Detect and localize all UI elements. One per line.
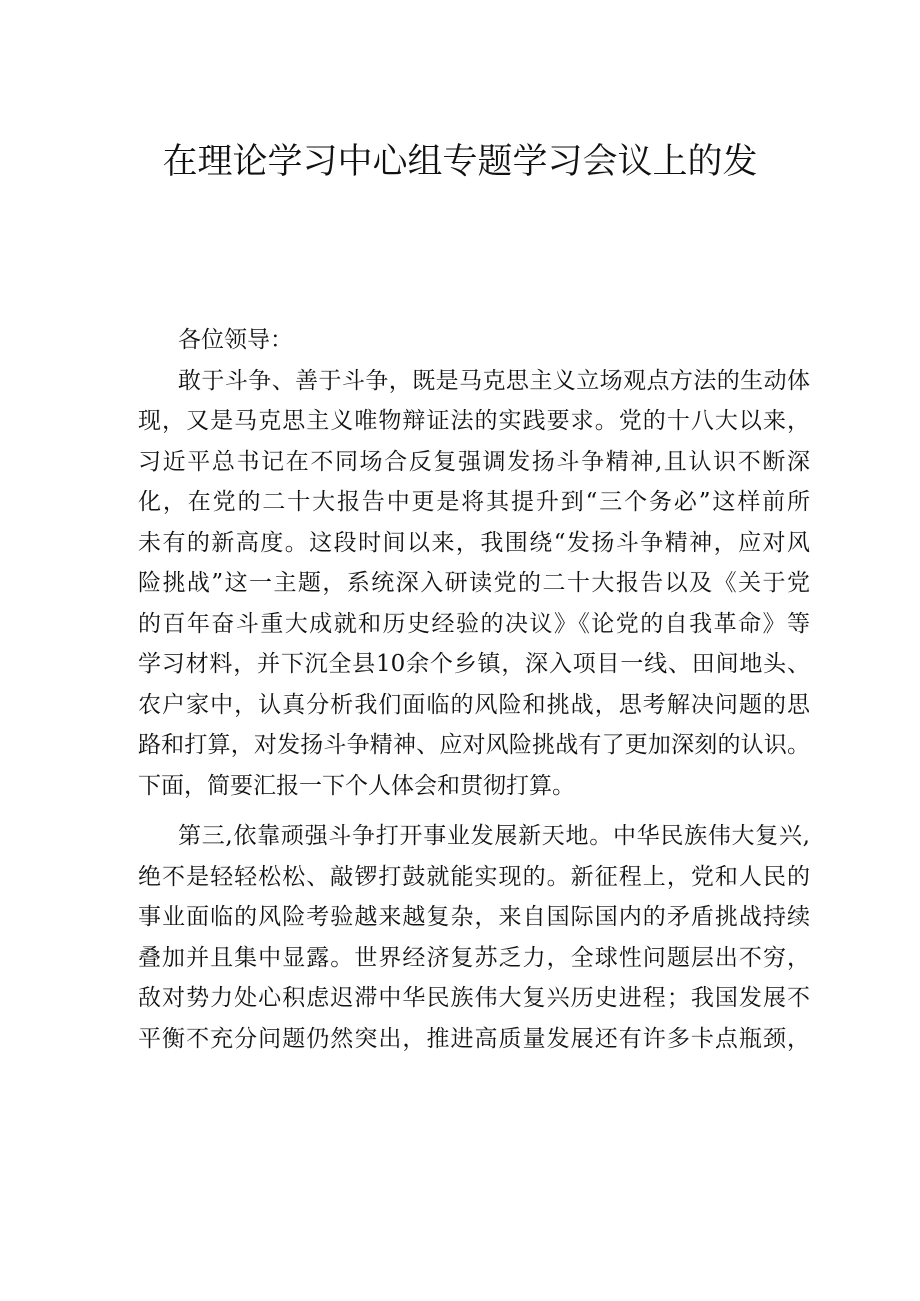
document-title: 在理论学习中心组专题学习会议上的发 — [162, 142, 758, 182]
paragraph-line: 叠加并且集中显露。世界经济复苏乏力，全球性问题层出不穷， — [138, 944, 810, 971]
paragraph-line: 第三,依靠顽强斗争打开事业发展新天地。中华民族伟大复兴, — [178, 823, 810, 849]
paragraph-line: 现，又是马克思主义唯物辩证法的实践要求。党的十八大以来， — [138, 408, 810, 434]
paragraph-line: 敌对势力处心积虑迟滞中华民族伟大复兴历史进程；我国发展不 — [138, 985, 810, 1011]
paragraph-line: 绝不是轻轻松松、敲锣打鼓就能实现的。新征程上，党和人民的 — [138, 863, 810, 890]
paragraph-line: 的百年奋斗重大成就和历史经验的决议》《论党的自我革命》等 — [138, 610, 810, 637]
paragraph-spacer — [138, 806, 810, 816]
paragraph-line: 学习材料，并下沉全县10余个乡镇，深入项目一线、田间地头、 — [138, 651, 810, 677]
paragraph-line: 下面，简要汇报一下个人体会和贯彻打算。 — [138, 772, 575, 799]
paragraph-line: 事业面临的风险考验越来越复杂，来自国际国内的矛盾挑战持续 — [138, 904, 810, 930]
paragraph-line: 路和打算，对发扬斗争精神、应对风险挑战有了更加深刻的认识。 — [138, 732, 810, 758]
paragraph-line: 险挑战”这一主题，系统深入研读党的二十大报告以及《关于党 — [138, 570, 810, 596]
paragraph-1 — [138, 361, 810, 807]
salutation: 各位领导： — [178, 327, 293, 353]
paragraph-line: 平衡不充分问题仍然突出，推进高质量发展还有许多卡点瓶颈， — [138, 1025, 810, 1052]
paragraph-line: 农户家中，认真分析我们面临的风险和挑战，思考解决问题的思 — [138, 691, 810, 718]
document-body — [138, 320, 810, 1059]
paragraph-line: 敢于斗争、善于斗争，既是马克思主义立场观点方法的生动体 — [178, 367, 810, 394]
paragraph-line: 化，在党的二十大报告中更是将其提升到“三个务必”这样前所 — [138, 489, 810, 515]
paragraph-line: 未有的新高度。这段时间以来，我围绕“发扬斗争精神，应对风 — [138, 529, 810, 556]
paragraph-line: 习近平总书记在不同场合反复强调发扬斗争精神,且认识不断深 — [138, 448, 810, 475]
paragraph-2 — [138, 816, 810, 1059]
